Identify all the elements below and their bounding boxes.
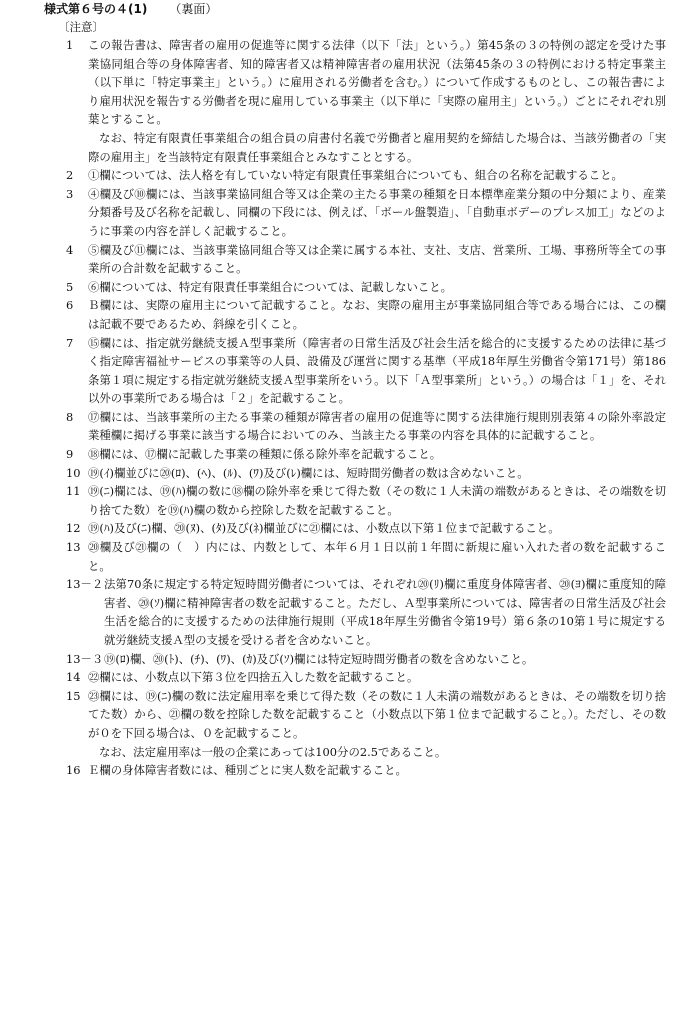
note-item-9 (66, 445, 666, 464)
note-number: 15 (66, 688, 81, 703)
note-number: 2 (66, 168, 74, 183)
notes-label: 〔注意〕 (58, 20, 104, 34)
note-item-7 (66, 334, 666, 408)
note-item-2 (66, 166, 666, 185)
note-item-1 (66, 36, 666, 129)
note-item-10 (66, 464, 666, 483)
note-text: ⑲(ﾊ)及び(ﾆ)欄、⑳(ﾇ)、(ﾀ)及び(ﾈ)欄並びに㉑欄には、小数点以下第１位まで記載すること。 (88, 521, 560, 536)
note-number: 13－３ (66, 651, 104, 666)
note-number: 1 (66, 38, 74, 52)
note-text: ⑰欄には、当該事業所の主たる事業の種類が障害者の雇用の促進等に関する法律施行規則別表第４の除外率設定業種欄に掲げる事業に該当する場合においてのみ、当該主たる事業の内容を具体的に記載すること。 (88, 409, 666, 443)
reverse-side-label: （裏面） (169, 2, 218, 16)
note-text: ⑲(ﾛ)欄、⑳(ﾄ)、(ﾁ)、(ﾜ)、(ｶ)及び(ｿ)欄には特定短時間労働者の数を含めないこと。 (104, 651, 534, 666)
note-number: 13－２ (66, 577, 104, 592)
note-text: ①欄については、法人格を有していない特定有限責任事業組合についても、組合の名称を記載すること。 (88, 168, 623, 183)
note-text: この報告書は、障害者の雇用の促進等に関する法律（以下「法」という。）第45条の３の特例の認定を受けた事業協同組合等の身体障害者、知的障害者又は精神障害者の雇用状況（法第45条の３の特例における特定事業主（以下単に「特定事業主」という。）に雇用される労働者を含む。）について作成するものとし、この報告書により雇用状況を報告する労働者を現に雇用している事業主（以下単に「実際の雇用主」という。）ごとにそれぞれ別葉とすること。 (88, 38, 666, 127)
note-text: ⑳欄及び㉑欄の（ ）内には、内数として、本年６月１日以前１年間に新規に雇い入れた者の数を記載すること。 (88, 540, 666, 573)
note-number: 12 (66, 521, 81, 536)
note-number: 16 (66, 763, 81, 778)
form-number: 様式第６号の４(1) (44, 2, 148, 16)
note-text: ㉓欄には、⑲(ﾆ)欄の数に法定雇用率を乗じて得た数（その数に１人未満の端数があるときは、その端数を切り捨てた数）から、㉑欄の数を控除した数を記載すること（小数点以下第１位まで記載すること。）。ただし、その数が０を下回る場合は、０を記載すること。 (88, 688, 666, 740)
note-number: 3 (66, 186, 74, 201)
note-number: 7 (66, 335, 74, 350)
note-item-15 (66, 687, 666, 743)
note-text: なお、特定有限責任事業組合の組合員の肩書付名義で労働者と雇用契約を締結した場合は、当該労働者の「実際の雇用主」を当該特定有限責任事業組合とみなすこととする。 (88, 130, 666, 164)
note-number: 11 (66, 484, 81, 499)
note-item-4 (66, 241, 666, 278)
note-item-11 (66, 482, 666, 519)
note-text: ⑮欄には、指定就労継続支援Ａ型事業所（障害者の日常生活及び社会生活を総合的に支援するための法律に基づく指定障害福祉サービスの事業等の人員、設備及び運営に関する基準（平成18年厚生労働省令第171号）第186条第１項に規定する指定就労継続支援Ａ型事業所をいう。以下「Ａ型事業所」という。）の場合は「１」を、それ以外の事業所である場合は「２」を記載すること。 (88, 335, 666, 406)
form-header (44, 1, 217, 17)
note-item-5 (66, 278, 666, 297)
note-text: 法第70条に規定する特定短時間労働者については、それぞれ⑳(ﾘ)欄に重度身体障害者、⑳(ﾖ)欄に重度知的障害者、⑳(ｿ)欄に精神障害者の数を記載すること。ただし、Ａ型事業所については、障害者の日常生活及び社会生活を総合的に支援するための法律施行規則（平成18年厚生労働省令第19号）第６条の10第１号に規定する就労継続支援Ａ型の支援を受ける者を含めないこと。 (104, 577, 666, 647)
note-item-13 (66, 538, 666, 575)
note-number: 6 (66, 298, 74, 313)
note-item-13-3 (66, 650, 666, 669)
note-number: 14 (66, 670, 81, 685)
note-item-14 (66, 668, 666, 687)
note-text: ⑲(ﾆ)欄には、⑲(ﾊ)欄の数に⑱欄の除外率を乗じて得た数（その数に１人未満の端数があるときは、その端数を切り捨てた数）を⑲(ﾊ)欄の数から控除した数を記載すること。 (88, 484, 666, 517)
note-number: 5 (66, 279, 74, 294)
note-item-15-supplement (66, 743, 666, 762)
note-text: ⑤欄及び⑪欄には、当該事業協同組合等又は企業に属する本社、支社、支店、営業所、工場、事務所等全ての事業所の合計数を記載すること。 (88, 242, 666, 276)
notes-list (66, 36, 666, 780)
note-item-3 (66, 185, 666, 241)
note-number: 4 (66, 242, 74, 257)
note-text: Ｅ欄の身体障害者数には、種別ごとに実人数を記載すること。 (88, 763, 407, 778)
note-number: 13 (66, 540, 81, 555)
note-text: ⑲(ｲ)欄並びに⑳(ﾛ)、(ﾍ)、(ﾙ)、(ﾜ)及び(ﾚ)欄には、短時間労働者の数は含めないこと。 (88, 465, 529, 480)
note-number: 10 (66, 465, 81, 480)
note-text: なお、法定雇用率は一般の企業にあっては100分の2.5であること。 (99, 744, 447, 759)
note-number: 9 (66, 447, 74, 462)
note-item-6 (66, 296, 666, 333)
note-item-12 (66, 519, 666, 538)
note-text: ㉒欄には、小数点以下第３位を四捨五入した数を記載すること。 (88, 670, 419, 685)
note-text: ④欄及び⑩欄には、当該事業協同組合等又は企業の主たる事業の種類を日本標準産業分類の中分類により、産業分類番号及び名称を記載し、同欄の下段には、例えば、「ボール盤製造」、「自動車ボデーのプレス加工」などのように事業の内容を詳しく記載すること。 (88, 186, 666, 238)
note-item-13-2 (66, 575, 666, 649)
note-item-8 (66, 408, 666, 445)
note-item-1-supplement (66, 129, 666, 166)
note-item-16 (66, 761, 666, 780)
note-text: Ｂ欄には、実際の雇用主について記載すること。なお、実際の雇用主が事業協同組合等である場合には、この欄は記載不要であるため、斜線を引くこと。 (88, 298, 666, 331)
note-number: 8 (66, 409, 74, 424)
note-text: ⑥欄については、特定有限責任事業組合については、記載しないこと。 (88, 279, 453, 294)
note-text: ⑱欄には、⑰欄に記載した事業の種類に係る除外率を記載すること。 (88, 447, 442, 462)
